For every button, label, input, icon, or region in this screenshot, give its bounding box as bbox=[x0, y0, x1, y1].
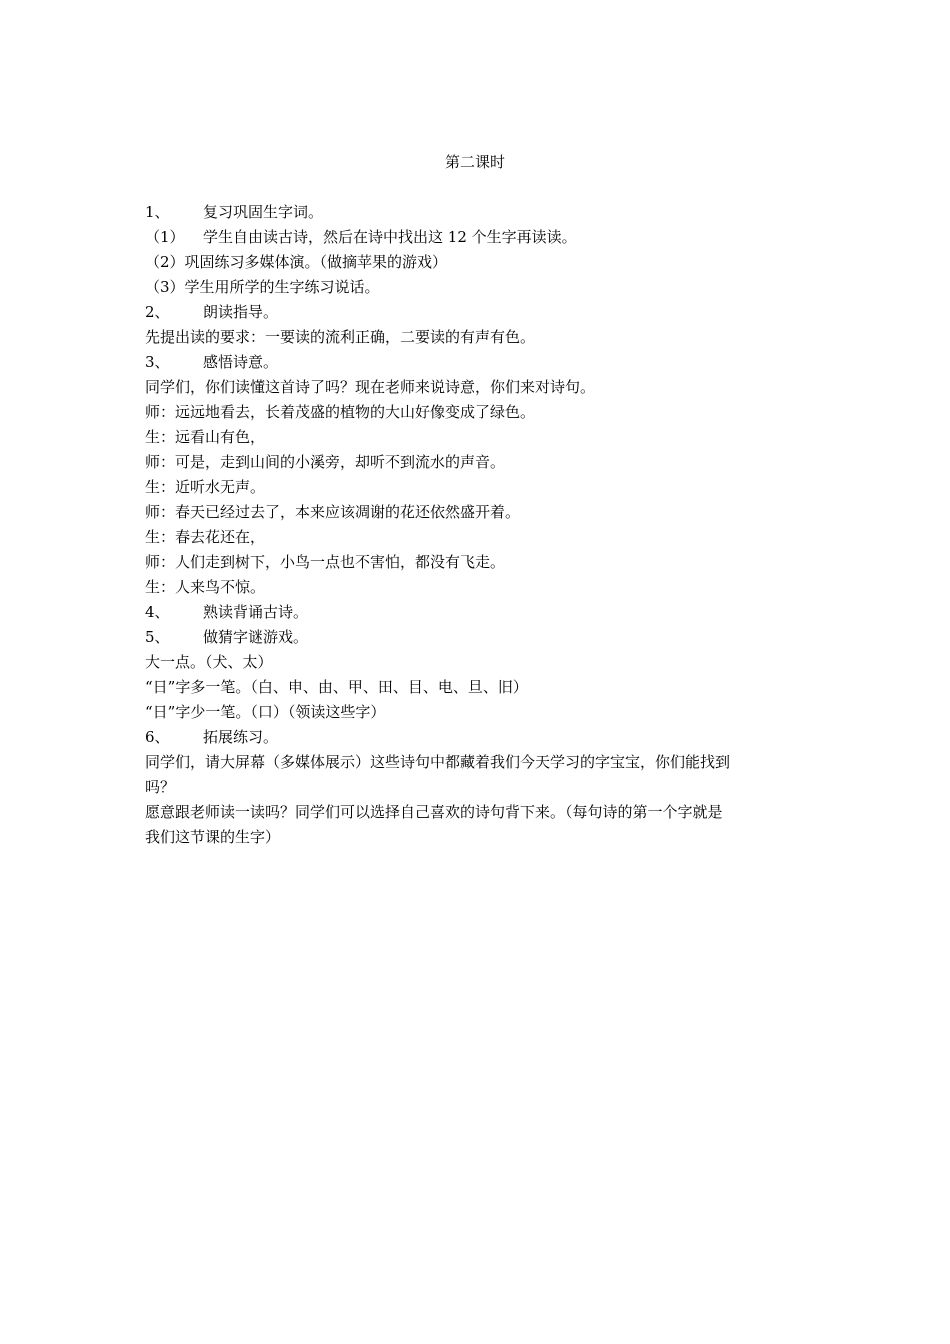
section-number: 3、 bbox=[145, 353, 170, 371]
section-5 bbox=[145, 625, 805, 650]
document-body bbox=[145, 200, 805, 850]
section-number: 1、 bbox=[145, 203, 170, 221]
dialogue-line: 生：近听水无声。 bbox=[145, 478, 266, 496]
paragraph-line: 同学们，请大屏幕（多媒体展示）这些诗句中都藏着我们今天学习的字宝宝，你们能找到 bbox=[145, 753, 731, 771]
sub-item-2: （2）巩固练习多媒体演。（做摘苹果的游戏） bbox=[145, 253, 448, 271]
dialogue-line: 师：远远地看去，长着茂盛的植物的大山好像变成了绿色。 bbox=[145, 403, 536, 421]
section-6 bbox=[145, 725, 805, 750]
paragraph-line: 我们这节课的生字） bbox=[145, 828, 281, 846]
paragraph-line: 吗？ bbox=[145, 778, 176, 796]
section-number: 4、 bbox=[145, 603, 170, 621]
section-heading: 做猜字谜游戏。 bbox=[203, 628, 309, 646]
section-heading: 复习巩固生字词。 bbox=[203, 203, 324, 221]
sub-item-number: （1） bbox=[145, 228, 185, 246]
section-heading: 朗读指导。 bbox=[203, 303, 279, 321]
dialogue-line: 师：春天已经过去了，本来应该凋谢的花还依然盛开着。 bbox=[145, 503, 521, 521]
section-number: 6、 bbox=[145, 728, 170, 746]
section-number: 5、 bbox=[145, 628, 170, 646]
section-number: 2、 bbox=[145, 303, 170, 321]
section-heading: 熟读背诵古诗。 bbox=[203, 603, 309, 621]
dialogue-line: 师：人们走到树下，小鸟一点也不害怕，都没有飞走。 bbox=[145, 553, 506, 571]
dialogue-line: 生：人来鸟不惊。 bbox=[145, 578, 266, 596]
dialogue-line: 生：远看山有色， bbox=[145, 428, 266, 446]
section-heading: 感悟诗意。 bbox=[203, 353, 279, 371]
section-4 bbox=[145, 600, 805, 625]
section-3 bbox=[145, 350, 805, 375]
section-2 bbox=[145, 300, 805, 325]
sub-item-text: 学生自由读古诗，然后在诗中找出这 12 个生字再读读。 bbox=[203, 228, 577, 246]
dialogue-line: 生：春去花还在， bbox=[145, 528, 266, 546]
section-1 bbox=[145, 200, 805, 225]
paragraph-line: 愿意跟老师读一读吗？同学们可以选择自己喜欢的诗句背下来。（每句诗的第一个字就是 bbox=[145, 803, 723, 821]
sub-item-3: （3）学生用所学的生字练习说话。 bbox=[145, 278, 380, 296]
riddle-line: “日”字少一笔。（口）（领读这些字） bbox=[145, 703, 386, 721]
riddle-line: 大一点。（犬、太） bbox=[145, 653, 273, 671]
page-title: 第二课时 bbox=[444, 153, 505, 171]
dialogue-line: 师：可是，走到山间的小溪旁，却听不到流水的声音。 bbox=[145, 453, 506, 471]
riddle-line: “日”字多一笔。（白、申、由、甲、田、目、电、旦、旧） bbox=[145, 678, 528, 696]
sub-item-1 bbox=[145, 225, 805, 250]
paragraph: 同学们，你们读懂这首诗了吗？现在老师来说诗意，你们来对诗句。 bbox=[145, 378, 596, 396]
paragraph: 先提出读的要求：一要读的流利正确，二要读的有声有色。 bbox=[145, 328, 536, 346]
section-heading: 拓展练习。 bbox=[203, 728, 279, 746]
